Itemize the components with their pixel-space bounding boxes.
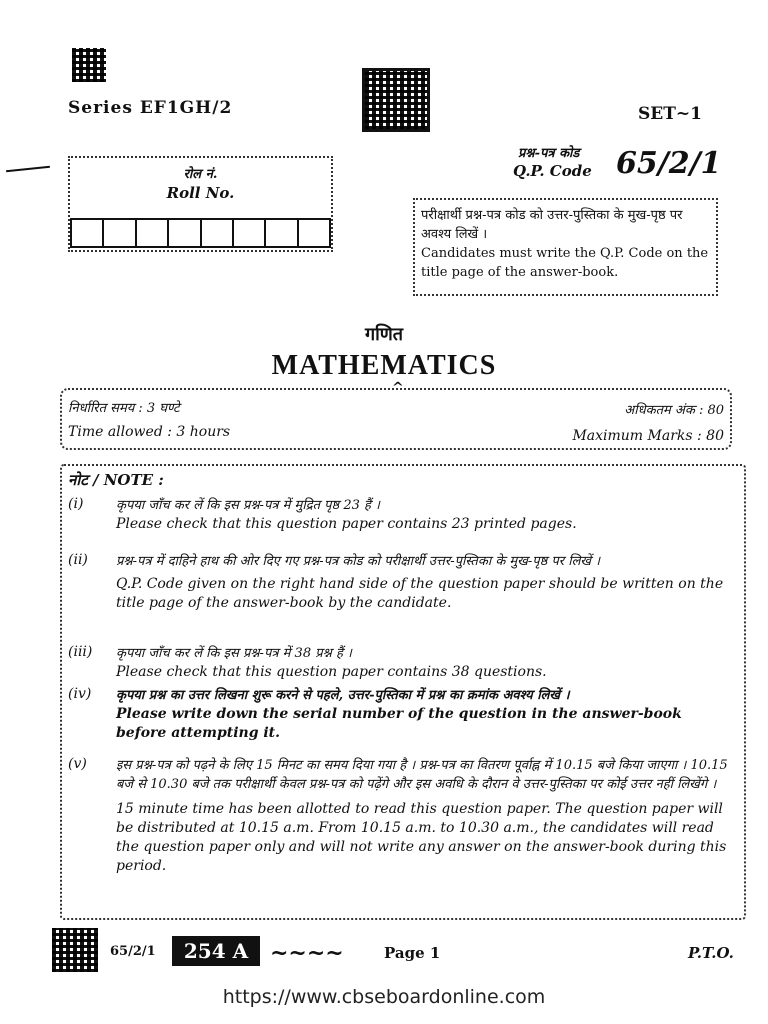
note-item bbox=[68, 496, 734, 534]
footer-wave-mark: ~~~~ bbox=[270, 940, 344, 966]
qr-code-icon bbox=[362, 68, 430, 132]
qp-code-label-hindi: प्रश्न-पत्र कोड bbox=[518, 146, 580, 161]
note-item bbox=[68, 644, 734, 682]
roll-cell[interactable] bbox=[202, 220, 234, 246]
time-marks-box bbox=[60, 388, 732, 450]
note-item-hindi: कृपया जाँच कर लें कि इस प्रश्न-पत्र में 38 प्रश्न हैं । bbox=[116, 646, 352, 661]
instruction-english: Candidates must write the Q.P. Code on the title page of the answer-book. bbox=[421, 246, 709, 280]
roll-cell[interactable] bbox=[104, 220, 136, 246]
note-item bbox=[68, 686, 734, 743]
instruction-hindi: परीक्षार्थी प्रश्न-पत्र कोड को उत्तर-पुस्तिका के मुख-पृष्ठ पर अवश्य लिखें । bbox=[421, 208, 683, 242]
note-item-number: (iv) bbox=[68, 686, 92, 702]
small-qr-code-icon bbox=[72, 48, 106, 82]
note-item bbox=[68, 756, 734, 876]
roll-cell[interactable] bbox=[299, 220, 329, 246]
note-item-english: 15 minute time has been allotted to read this question paper. The question paper will be distributed at 10.15 a.m. From 10.15 a.m. to 10.30 a.m., the candidates will read the question paper only and will not write any answer on the answer-book during this period. bbox=[116, 801, 727, 874]
note-item-hindi: प्रश्न-पत्र में दाहिने हाथ की ओर दिए गए प्रश्न-पत्र कोड को परीक्षार्थी उत्तर-पुस्तिका के मुख-पृष्ठ पर लिखें । bbox=[116, 554, 601, 569]
subject-title-english: MATHEMATICS bbox=[271, 350, 497, 381]
time-allowed-english: Time allowed : 3 hours bbox=[68, 424, 231, 440]
roll-cell[interactable] bbox=[234, 220, 266, 246]
roll-label-hindi: रोल नं. bbox=[183, 167, 218, 182]
pto-label: P.T.O. bbox=[688, 944, 734, 962]
candidate-instruction-box bbox=[413, 198, 718, 296]
note-item-hindi: इस प्रश्न-पत्र को पढ़ने के लिए 15 मिनट का समय दिया गया है । प्रश्न-पत्र का वितरण पूर्वाह्न में 10.15 बजे किया जाएगा । 10.15 बजे से 10.30 बजे तक परीक्षार्थी केवल प्रश्न-पत्र को पढ़ेंगे और इस अवधि के दौरान वे उत्तर-पुस्तिका पर कोई उत्तर नहीं लिखेंगे । bbox=[116, 758, 728, 792]
roll-label-english: Roll No. bbox=[166, 184, 235, 202]
roll-number-cells[interactable] bbox=[70, 218, 331, 248]
note-item-hindi: कृपया प्रश्न का उत्तर लिखना शुरू करने से पहले, उत्तर-पुस्तिका में प्रश्न का क्रमांक अवश्य लिखें । bbox=[116, 688, 570, 703]
pen-stroke-mark bbox=[6, 166, 50, 173]
note-item-english: Q.P. Code given on the right hand side of the question paper should be written on the title page of the answer-book by the candidate. bbox=[116, 576, 724, 611]
roll-cell[interactable] bbox=[137, 220, 169, 246]
note-item-number: (i) bbox=[68, 496, 84, 512]
note-item-number: (iii) bbox=[68, 644, 93, 660]
page-number: Page 1 bbox=[384, 944, 441, 962]
note-item-english: Please write down the serial number of the question in the answer-book before attempting it. bbox=[116, 706, 682, 741]
max-marks-english: Maximum Marks : 80 bbox=[572, 428, 724, 444]
footer-qp-code: 65/2/1 bbox=[110, 944, 156, 959]
note-item-number: (ii) bbox=[68, 552, 88, 568]
caret-mark-icon: ^ bbox=[392, 380, 404, 396]
note-title: नोट / NOTE : bbox=[68, 471, 164, 489]
footer-paper-tag: 254 A bbox=[172, 936, 260, 966]
roll-cell[interactable] bbox=[72, 220, 104, 246]
note-box bbox=[60, 464, 746, 920]
qp-code-label-english: Q.P. Code bbox=[513, 162, 592, 180]
note-item-hindi: कृपया जाँच कर लें कि इस प्रश्न-पत्र में मुद्रित पृष्ठ 23 हैं । bbox=[116, 498, 380, 513]
series-label: Series EF1GH/2 bbox=[68, 98, 233, 118]
qp-code-value: 65/2/1 bbox=[616, 146, 722, 181]
roll-cell[interactable] bbox=[169, 220, 201, 246]
roll-cell[interactable] bbox=[266, 220, 298, 246]
time-allowed-hindi: निर्धारित समय : 3 घण्टे bbox=[68, 401, 180, 416]
note-item bbox=[68, 552, 734, 613]
note-item-english: Please check that this question paper contains 38 questions. bbox=[116, 664, 547, 680]
barcode-icon bbox=[52, 928, 98, 972]
set-label: SET~1 bbox=[638, 104, 702, 124]
website-url[interactable]: https://www.cbseboardonline.com bbox=[222, 986, 546, 1008]
roll-number-box bbox=[68, 156, 333, 252]
max-marks-hindi: अधिकतम अंक : 80 bbox=[624, 403, 724, 418]
note-item-english: Please check that this question paper contains 23 printed pages. bbox=[116, 516, 577, 532]
note-item-number: (v) bbox=[68, 756, 87, 772]
subject-title-hindi: गणित bbox=[364, 324, 404, 345]
